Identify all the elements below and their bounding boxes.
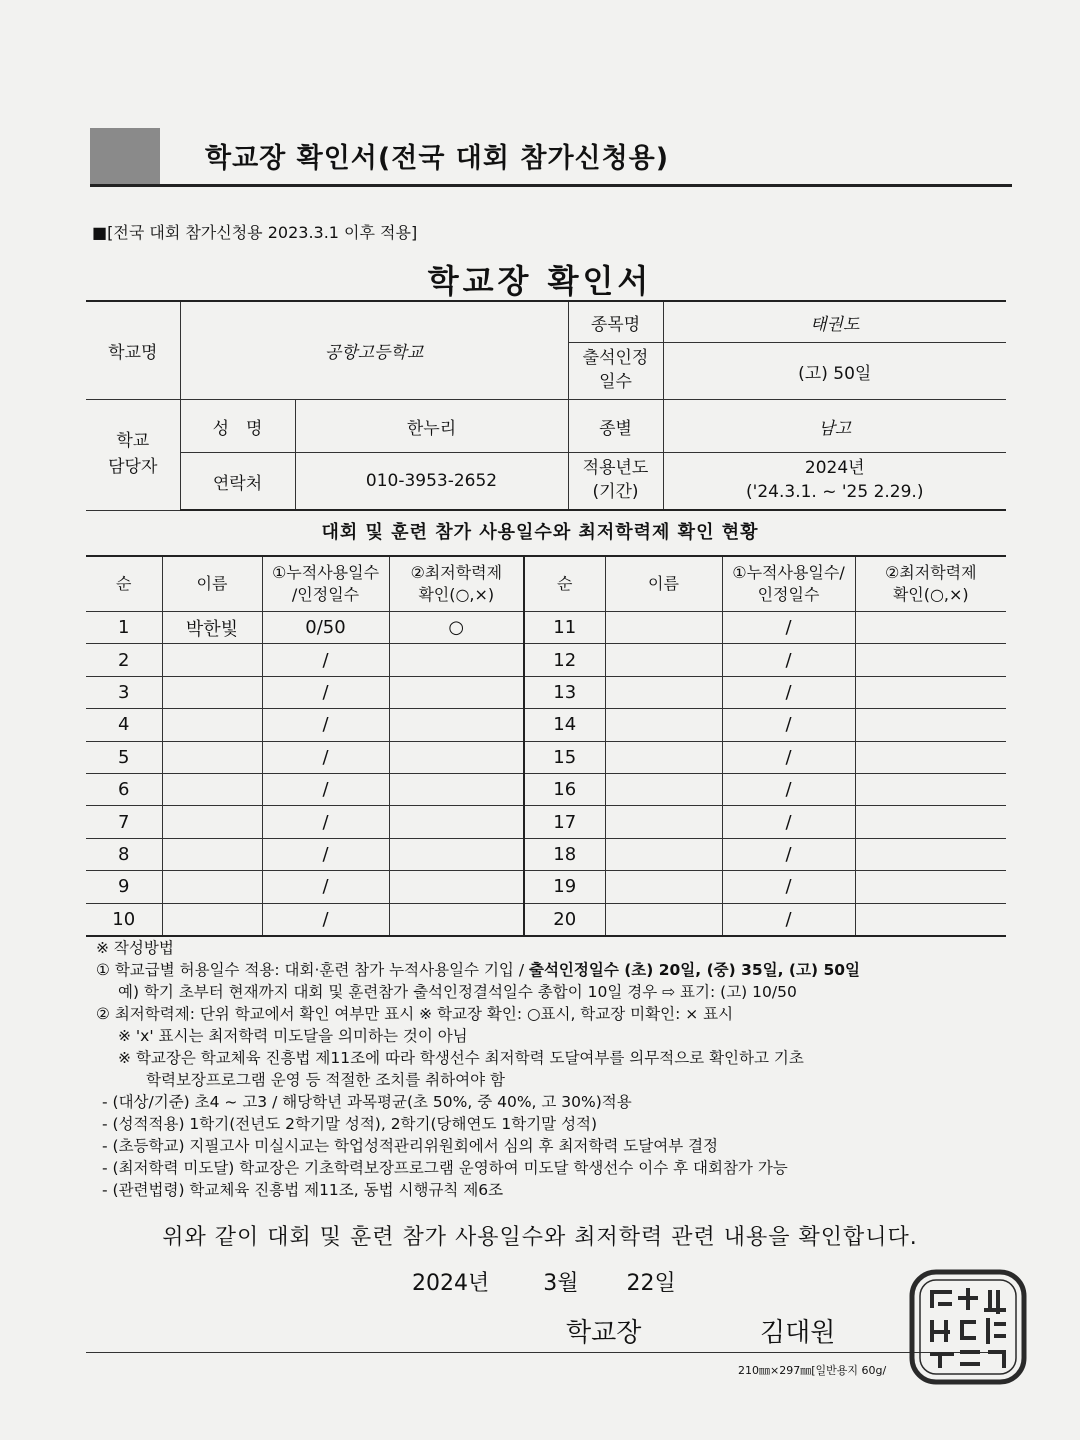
instruction-note-2: ※ 학교장은 학교체육 진흥법 제11조에 따라 학생선수 최저학력 도달여부를 의무적으로 확인하고 기초 (118, 1049, 804, 1067)
row-name-left (162, 676, 262, 708)
row-no-left: 7 (86, 806, 162, 838)
row-min-right (855, 871, 1006, 903)
info-table (86, 300, 1006, 511)
col-header-name: 이름 (162, 556, 262, 612)
col-header-no-right: 순 (524, 556, 605, 612)
row-min-left (389, 806, 524, 838)
header-underline (90, 184, 1012, 187)
instruction-detail-1: - (대상/기준) 초4 ~ 고3 / 해당학년 과목평균(초 50%, 중 40%, 고 30%)적용 (102, 1093, 632, 1111)
principal-name: 김대원 (760, 1318, 836, 1348)
row-days-right: / (722, 612, 855, 644)
row-no-right: 16 (524, 773, 605, 805)
row-min-right (855, 676, 1006, 708)
row-no-left: 1 (86, 612, 162, 644)
signing-date (412, 1266, 676, 1297)
row-min-right (855, 612, 1006, 644)
row-days-right: / (722, 644, 855, 676)
school-name-label: 학교명 (86, 301, 180, 400)
row-name-right (605, 644, 722, 676)
row-no-left: 2 (86, 644, 162, 676)
row-min-right (855, 838, 1006, 870)
instruction-item-1: ① 학교급별 허용일수 적용: 대회·훈련 참가 누적사용일수 기입 / 출석인정일수 (초) 20일, (중) 35일, (고) 50일 (96, 961, 861, 979)
row-days-right: / (722, 806, 855, 838)
manager-name-label: 성 명 (180, 400, 295, 453)
table-row (86, 644, 1006, 676)
category-value: 남고 (663, 400, 1006, 453)
row-min-left (389, 676, 524, 708)
row-min-left (389, 644, 524, 676)
row-no-right: 18 (524, 838, 605, 870)
row-days-right: / (722, 741, 855, 773)
row-min-left: ○ (389, 612, 524, 644)
row-no-left: 3 (86, 676, 162, 708)
table-row (86, 709, 1006, 741)
instruction-detail-3: - (초등학교) 지필고사 미실시교는 학업성적관리위원회에서 심의 후 최저학력 도달여부 결정 (102, 1137, 719, 1155)
row-min-left (389, 741, 524, 773)
row-no-left: 10 (86, 903, 162, 936)
principal-title: 학교장 (566, 1318, 642, 1348)
table-row (86, 741, 1006, 773)
row-days-left: / (262, 806, 389, 838)
table-row (86, 612, 1006, 644)
row-name-right (605, 903, 722, 936)
row-name-right (605, 676, 722, 708)
row-name-left (162, 871, 262, 903)
row-name-left (162, 806, 262, 838)
instruction-item-2: ② 최저학력제: 단위 학교에서 확인 여부만 표시 ※ 학교장 확인: ○표시, 학교장 미확인: × 표시 (96, 1005, 734, 1023)
row-no-right: 11 (524, 612, 605, 644)
date-day: 22일 (626, 1271, 676, 1296)
school-name-value: 공항고등학교 (180, 301, 568, 400)
instruction-note-2-cont: 학력보장프로그램 운영 등 적절한 조치를 취하여야 함 (146, 1071, 505, 1089)
row-days-left: / (262, 903, 389, 936)
row-min-right (855, 644, 1006, 676)
date-month: 3월 (543, 1271, 579, 1296)
row-no-right: 20 (524, 903, 605, 936)
school-manager-label: 학교 담당자 (86, 400, 180, 511)
confirmation-statement: 위와 같이 대회 및 훈련 참가 사용일수와 최저학력 관련 내용을 확인합니다. (162, 1225, 918, 1250)
row-name-left (162, 773, 262, 805)
signature-divider (86, 1352, 1006, 1353)
row-min-right (855, 773, 1006, 805)
official-seal-stamp (908, 1268, 1028, 1386)
col-header-no: 순 (86, 556, 162, 612)
row-days-right: / (722, 838, 855, 870)
status-section-title: 대회 및 훈련 참가 사용일수와 최저학력제 확인 현황 (321, 522, 759, 543)
row-name-right (605, 709, 722, 741)
row-days-left: / (262, 871, 389, 903)
row-name-right (605, 612, 722, 644)
sport-label: 종목명 (568, 301, 663, 343)
row-days-left: / (262, 838, 389, 870)
table-row (86, 903, 1006, 936)
row-name-left (162, 903, 262, 936)
instructions-heading: ※ 작성방법 (96, 939, 174, 957)
row-name-right (605, 838, 722, 870)
row-no-left: 4 (86, 709, 162, 741)
participation-table (86, 555, 1006, 937)
row-no-left: 6 (86, 773, 162, 805)
col-header-days-right: ①누적사용일수/ 인정일수 (722, 556, 855, 612)
header-bar (90, 128, 1012, 188)
row-no-right: 14 (524, 709, 605, 741)
row-days-right: / (722, 903, 855, 936)
row-no-right: 17 (524, 806, 605, 838)
instructions (96, 937, 1016, 1201)
row-no-right: 15 (524, 741, 605, 773)
row-min-left (389, 709, 524, 741)
row-days-left: / (262, 773, 389, 805)
applicability-note: ■[전국 대회 참가신청용 2023.3.1 이후 적용] (92, 223, 418, 242)
table-row (86, 806, 1006, 838)
col-header-min-academic: ②최저학력제 확인(○,×) (389, 556, 524, 612)
row-days-right: / (722, 676, 855, 708)
row-name-right (605, 806, 722, 838)
row-days-right: / (722, 709, 855, 741)
row-min-right (855, 709, 1006, 741)
instruction-note-1: ※ 'x' 표시는 최저학력 미도달을 의미하는 것이 아님 (118, 1027, 468, 1045)
row-min-right (855, 903, 1006, 936)
row-days-left: / (262, 709, 389, 741)
apply-year-label: 적용년도 (기간) (568, 453, 663, 511)
row-no-right: 12 (524, 644, 605, 676)
row-name-left (162, 838, 262, 870)
col-header-min-academic-right: ②최저학력제 확인(○,×) (855, 556, 1006, 612)
header-gray-block (90, 128, 160, 186)
attendance-days-value: (고) 50일 (663, 343, 1006, 400)
apply-year-value: 2024년 ('24.3.1. ~ '25 2.29.) (663, 453, 1006, 511)
date-year: 2024년 (412, 1271, 490, 1296)
row-no-right: 19 (524, 871, 605, 903)
row-name-left (162, 709, 262, 741)
row-no-left: 5 (86, 741, 162, 773)
table-row (86, 871, 1006, 903)
attendance-days-label: 출석인정 일수 (568, 343, 663, 400)
row-min-left (389, 871, 524, 903)
row-min-left (389, 838, 524, 870)
row-name-right (605, 741, 722, 773)
instruction-detail-2: - (성적적용) 1학기(전년도 2학기말 성적), 2학기(당해연도 1학기말 성적) (102, 1115, 598, 1133)
row-days-left: / (262, 676, 389, 708)
row-days-right: / (722, 773, 855, 805)
col-header-days: ①누적사용일수 /인정일수 (262, 556, 389, 612)
header-title: 학교장 확인서(전국 대회 참가신청용) (205, 143, 670, 174)
row-name-left (162, 741, 262, 773)
row-no-left: 8 (86, 838, 162, 870)
row-no-left: 9 (86, 871, 162, 903)
row-name-left: 박한빛 (162, 612, 262, 644)
row-days-left: / (262, 741, 389, 773)
manager-name-value: 한누리 (295, 400, 568, 453)
row-days-right: / (722, 871, 855, 903)
row-min-left (389, 773, 524, 805)
row-days-left: 0/50 (262, 612, 389, 644)
instruction-detail-5: - (관련법령) 학교체육 진흥법 제11조, 동법 시행규칙 제6조 (102, 1181, 504, 1199)
table-row (86, 773, 1006, 805)
col-header-name-right: 이름 (605, 556, 722, 612)
contact-label: 연락처 (180, 453, 295, 511)
row-min-right (855, 806, 1006, 838)
instruction-item-1-example: 예) 학기 초부터 현재까지 대회 및 훈련참가 출석인정결석일수 총합이 10일 경우 ⇨ 표기: (고) 10/50 (118, 983, 797, 1001)
document-title: 학교장 확인서 (427, 262, 653, 300)
category-label: 종별 (568, 400, 663, 453)
instruction-detail-4: - (최저학력 미도달) 학교장은 기초학력보장프로그램 운영하여 미도달 학생선수 이수 후 대회참가 가능 (102, 1159, 788, 1177)
row-name-right (605, 871, 722, 903)
paper-spec: 210㎜×297㎜[일반용지 60g/ (738, 1364, 887, 1377)
contact-value: 010-3953-2652 (295, 453, 568, 511)
row-no-right: 13 (524, 676, 605, 708)
row-name-left (162, 644, 262, 676)
row-days-left: / (262, 644, 389, 676)
table-row (86, 676, 1006, 708)
row-min-right (855, 741, 1006, 773)
row-name-right (605, 773, 722, 805)
sport-value: 태권도 (663, 301, 1006, 343)
table-row (86, 838, 1006, 870)
row-min-left (389, 903, 524, 936)
